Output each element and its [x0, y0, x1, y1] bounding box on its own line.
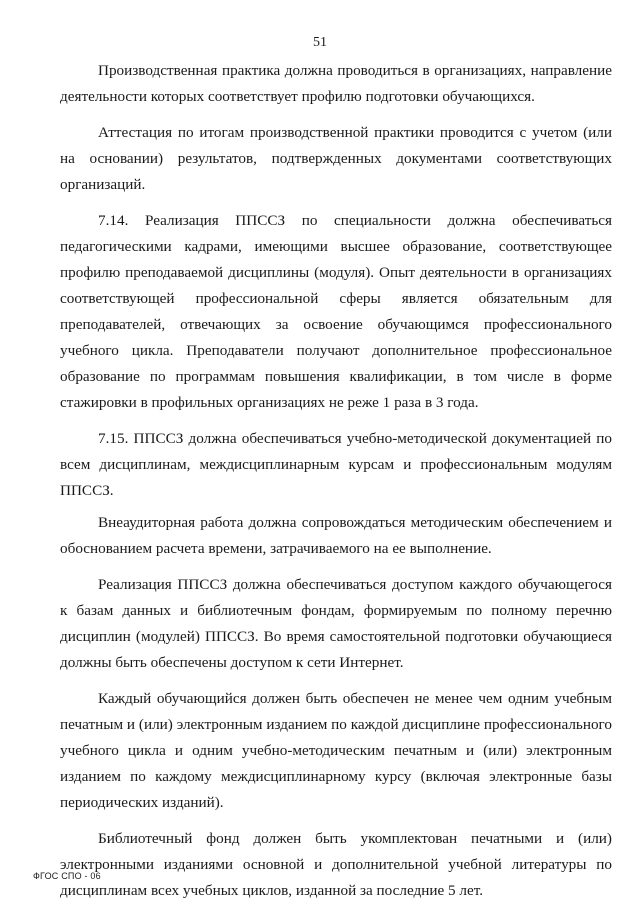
paragraph-extracurricular-work: Внеаудиторная работа должна сопровождаться методическим обеспечением и обоснованием расчета времени, затрачиваемого на ее выполнение. [60, 514, 612, 557]
page-footer: ФГОС СПО - 06 [33, 871, 101, 881]
paragraph-attestation: Аттестация по итогам производственной практики проводится с учетом (или на основании) результатов, подтвержденных документами соответствующих организаций. [60, 124, 612, 193]
paragraph-library-fund: Библиотечный фонд должен быть укомплектован печатными и (или) электронными изданиями основной и дополнительной учебной литературы по дисциплинам всех учебных циклов, изданной за последние 5 лет. [60, 830, 612, 899]
paragraph-publications-per-student: Каждый обучающийся должен быть обеспечен не менее чем одним учебным печатным и (или) электронным изданием по каждой дисциплине профессионального учебного цикла и одним учебно-методическим печатным и (или) электронным изданием по каждому междисциплинарному курсу (включая электронные базы периодических изданий). [60, 690, 612, 811]
paragraph-7-14-teaching-staff: 7.14. Реализация ППССЗ по специальности должна обеспечиваться педагогическими кадрами, имеющими высшее образование, соответствующее профилю преподаваемой дисциплины (модуля). Опыт деятельности в организациях соответствующей профессиональной сферы является обязательным для преподавателей, отвечающих за освоение обучающимся профессионального учебного цикла. Преподаватели получают дополнительное профессиональное образование по программам повышения квалификации, в том числе в форме стажировки в профильных организациях не реже 1 раза в 3 года. [60, 212, 612, 411]
document-body [60, 58, 612, 914]
paragraph-practice-organizations: Производственная практика должна проводиться в организациях, направление деятельности которых соответствует профилю подготовки обучающихся. [60, 62, 612, 105]
page-number: 51 [313, 35, 327, 50]
paragraph-7-15-documentation: 7.15. ППССЗ должна обеспечиваться учебно-методической документацией по всем дисциплинам, междисциплинарным курсам и профессиональным модулям ППССЗ. [60, 430, 612, 499]
paragraph-database-access: Реализация ППССЗ должна обеспечиваться доступом каждого обучающегося к базам данных и библиотечным фондам, формируемым по полному перечню дисциплин (модулей) ППССЗ. Во время самостоятельной подготовки обучающиеся должны быть обеспечены доступом к сети Интернет. [60, 576, 612, 671]
